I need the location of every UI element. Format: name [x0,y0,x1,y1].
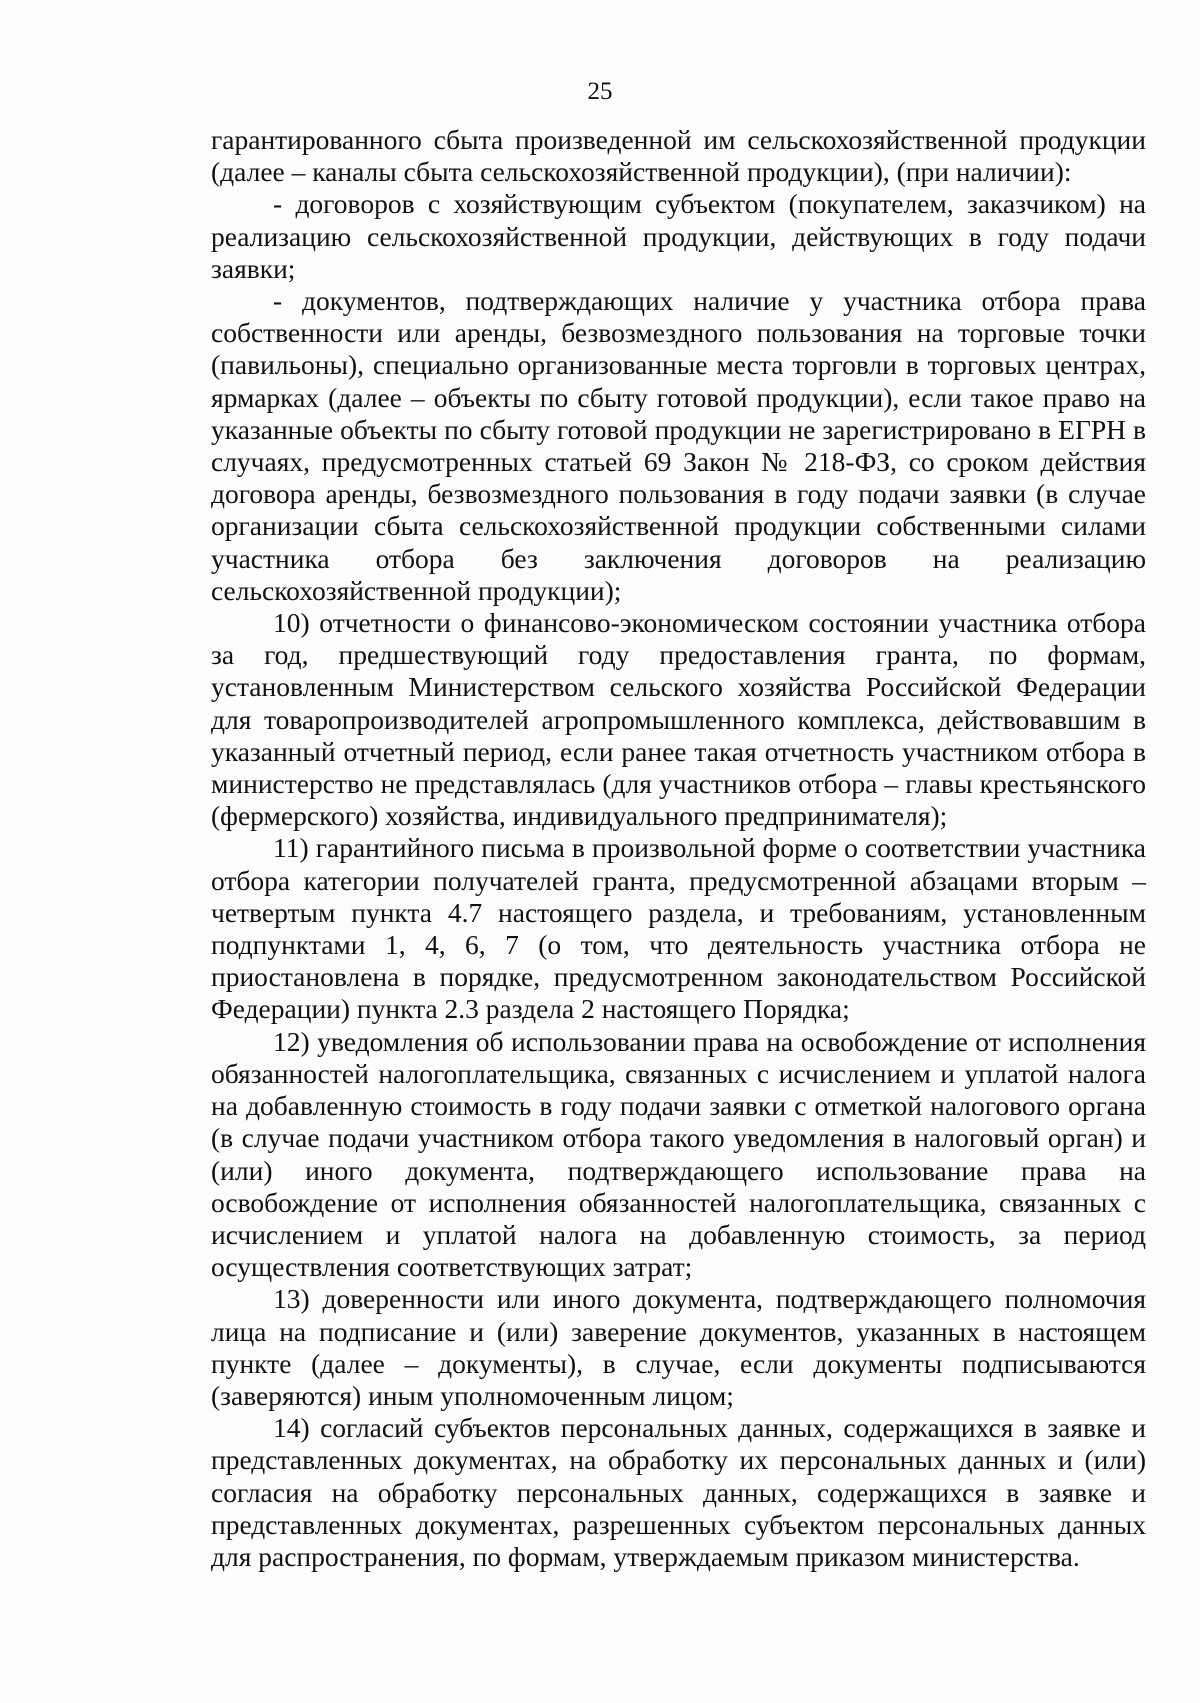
paragraph-item-13: 13) доверенности или иного документа, подтверждающего полномочия лица на подписание и (или) заверение документов, указанных в настоящем пункте (далее – документы), в случае, если документы подписываются (заверяются) иным уполномоченным лицом; [211,1283,1146,1411]
paragraph-item-11: 11) гарантийного письма в произвольной форме о соответствии участника отбора категории получателей гранта, предусмотренной абзацами вторым – четвертым пункта 4.7 настоящего раздела, и требованиям, установленным подпунктами 1, 4, 6, 7 (о том, что деятельность участника отбора не приостановлена в порядке, предусмотренном законодательством Российской Федерации) пункта 2.3 раздела 2 настоящего Порядка; [211,832,1146,1025]
document-body [211,124,1146,1573]
page-number: 25 [587,78,613,105]
paragraph-item-12: 12) уведомления об использовании права на освобождение от исполнения обязанностей налогоплательщика, связанных с исчислением и уплатой налога на добавленную стоимость в году подачи заявки с отметкой налогового органа (в случае подачи участником отбора такого уведомления в налоговый орган) и (или) иного документа, подтверждающего использование права на освобождение от исполнения обязанностей налогоплательщика, связанных с исчислением и уплатой налога на добавленную стоимость, за период осуществления соответствующих затрат; [211,1025,1146,1283]
paragraph-item-10: 10) отчетности о финансово-экономическом состоянии участника отбора за год, предшествующий году предоставления гранта, по формам, установленным Министерством сельского хозяйства Российской Федерации для товаропроизводителей агропромышленного комплекса, действовавшим в указанный отчетный период, если ранее такая отчетность участником отбора в министерство не представлялась (для участников отбора – главы крестьянского (фермерского) хозяйства, индивидуального предпринимателя); [211,607,1146,832]
paragraph-ownership-documents-list-item: - документов, подтверждающих наличие у участника отбора права собственности или аренды, безвозмездного пользования на торговые точки (павильоны), специально организованные места торговли в торговых центрах, ярмарках (далее – объекты по сбыту готовой продукции), если такое право на указанные объекты по сбыту готовой продукции не зарегистрировано в ЕГРН в случаях, предусмотренных статьей 69 Закон № 218-ФЗ, со сроком действия договора аренды, безвозмездного пользования в году подачи заявки (в случае организации сбыта сельскохозяйственной продукции собственными силами участника отбора без заключения договоров на реализацию сельскохозяйственной продукции); [211,285,1146,606]
paragraph-item-14: 14) согласий субъектов персональных данных, содержащихся в заявке и представленных документах, на обработку их персональных данных и (или) согласия на обработку персональных данных, содержащихся в заявке и представленных документах, разрешенных субъектом персональных данных для распространения, по формам, утверждаемым приказом министерства. [211,1412,1146,1572]
paragraph-contracts-list-item: - договоров с хозяйствующим субъектом (покупателем, заказчиком) на реализацию сельскохозяйственной продукции, действующих в году подачи заявки; [211,188,1146,284]
paragraph-continuation: гарантированного сбыта произведенной им сельскохозяйственной продукции (далее – каналы сбыта сельскохозяйственной продукции), (при наличии): [211,124,1146,188]
